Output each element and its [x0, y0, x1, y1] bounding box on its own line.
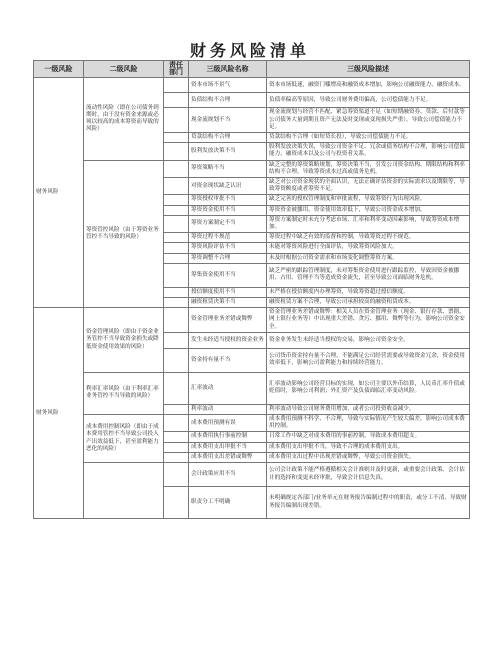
- table-row: [34, 308, 470, 333]
- dept-cell: [164, 372, 189, 404]
- risk-desc-cell: 现金流规划与经营不匹配、紧急筹资渠道不足（如短期融资券、贷款、后付款等公司债务大量到期且资产无法及时变现或变现损失严重），导致公司偿债能力不足。: [267, 108, 470, 133]
- risk-desc-cell: 筹资方案制定时未充分考虑市场、汇率和利率变动因素影响，导致筹资成本增加。: [267, 215, 470, 232]
- dept-cell: [164, 452, 189, 462]
- risk-desc-cell: 日常工作中缺乏对成本费用的事前控制，导致成本费用超支。: [267, 432, 470, 442]
- risk-desc-cell: 汇率波动影响公司经营目标的实现，如公司主要以外币结算，人民币汇率升值或贬值时，影响公司利润；外汇资产及负债面临汇率变动风险。: [267, 372, 470, 404]
- risk-name-cell: 股利发放决策不当: [189, 143, 267, 160]
- dept-cell: [164, 178, 189, 195]
- risk-desc-cell: 筹资资金被挪用、资金使用效率低下，导致公司资金成本增加。: [267, 205, 470, 215]
- dept-cell: [164, 404, 189, 414]
- risk-name-cell: 利率波动: [189, 404, 267, 414]
- risk-name-cell: 筹资调整不合理: [189, 253, 267, 263]
- dept-cell: [164, 93, 189, 108]
- risk-name-cell: 筹资策略不当: [189, 160, 267, 177]
- table-row: [34, 160, 470, 177]
- header-level2: 二级风险: [84, 61, 164, 78]
- dept-cell: [164, 253, 189, 263]
- risk-name-cell: 成本费用支出审批不当: [189, 442, 267, 452]
- risk-name-cell: 负债结构不合理: [189, 93, 267, 108]
- dept-cell: [164, 143, 189, 160]
- risk-name-cell: 成本费用预测有误: [189, 415, 267, 432]
- level2-cell: 流动性风险（即在公司债务到期时，由于没有资金来源或必须以较高的成本筹资而导致的风险）: [84, 78, 164, 160]
- level2-cell: 利率汇率风险（由于利率汇率业务管控不当导致的风险）: [84, 372, 164, 414]
- dept-cell: [164, 332, 189, 348]
- header-row: [34, 61, 470, 78]
- risk-desc-cell: 缺乏完整的筹资策略规划，筹资决策不当，引发公司资金结构、期限结构和利率结构不合理，导致筹资成本过高或债务危机。: [267, 160, 470, 177]
- table-row: [34, 463, 470, 487]
- risk-name-cell: 贷款结构不合理: [189, 133, 267, 143]
- table-row: [34, 78, 470, 93]
- dept-cell: [164, 133, 189, 143]
- risk-desc-cell: 未明确规定各部门/业务单元在财务报告编制过程中的职责，或分工不清，导致财务报告编制出现差错。: [267, 487, 470, 519]
- level1-cell: 财务风险: [34, 308, 84, 519]
- risk-desc-cell: 公司会计政策不能严格遵循相关会计准则并及时更新，或重要会计政策、会计估计的选择和变更未经审批，导致会计信息失真。: [267, 463, 470, 487]
- dept-cell: [164, 195, 189, 205]
- dept-cell: [164, 432, 189, 442]
- risk-desc-cell: 未能对筹资风险进行全面评估，导致筹资风险加大。: [267, 243, 470, 253]
- dept-cell: [164, 205, 189, 215]
- level2-cell: 筹资管控风险（由于筹资业务管控不当导致的风险）: [84, 160, 164, 308]
- risk-name-cell: 筹资过程不规范: [189, 233, 267, 243]
- level2-cell: 资金管理风险（即由于资金业务管控不当导致资金损失或降低资金使用效果的风险）: [84, 308, 164, 373]
- risk-name-cell: 资本市场不景气: [189, 78, 267, 93]
- risk-name-cell: 筹资资金使用不当: [189, 205, 267, 215]
- risk-name-cell: 成本费用支出差错或舞弊: [189, 452, 267, 462]
- dept-cell: [164, 160, 189, 177]
- risk-name-cell: 会计政策应用不当: [189, 463, 267, 487]
- dept-cell: [164, 215, 189, 232]
- risk-name-cell: 现金流规划不当: [189, 108, 267, 133]
- risk-name-cell: 资金持有量不当: [189, 348, 267, 372]
- level2-cell: 成本费用控制风险（即由于成本费用管控不当导致公司投入产出效益低下，甚至盈利能力恶化的风险）: [84, 415, 164, 463]
- dept-cell: [164, 78, 189, 93]
- page-title: 财务风险清单: [189, 41, 310, 60]
- dept-cell: [164, 308, 189, 333]
- dept-cell: [164, 287, 189, 297]
- table-row: [34, 415, 470, 432]
- risk-name-cell: 授信额度使用不当: [189, 287, 267, 297]
- level2-cell: [84, 463, 164, 519]
- risk-desc-cell: 资金管理业务差错或舞弊：相关人员在资金管理业务（现金、银行存款、票据、网上银行业务等）中出现重大差错、贪污、挪用、舞弊等行为，影响公司资金安全。: [267, 308, 470, 333]
- risk-name-cell: 筹集资金使用不当: [189, 263, 267, 287]
- risk-table: [33, 60, 470, 519]
- risk-desc-cell: 贷款结构不合理（如短贷长投），导致公司偿债能力不足。: [267, 133, 470, 143]
- risk-name-cell: 融资租赁决策不当: [189, 298, 267, 308]
- risk-desc-cell: 股利发放决策失误，导致公司资金不足、冗余或债务结构不合理，影响公司偿债能力、融资成本以及公司与投资者关系。: [267, 143, 470, 160]
- risk-name-cell: 职责分工不明确: [189, 487, 267, 519]
- dept-cell: [164, 487, 189, 519]
- risk-desc-cell: 成本费用支出过程中出现差错或舞弊，导致公司资金损失。: [267, 452, 470, 462]
- dept-cell: [164, 243, 189, 253]
- risk-desc-cell: 缺乏完善的授权管理制度和审批流程，导致筹资行为出现风险。: [267, 195, 470, 205]
- risk-name-cell: 对资金现状缺乏认识: [189, 178, 267, 195]
- dept-cell: [164, 263, 189, 287]
- dept-cell: [164, 463, 189, 487]
- dept-cell: [164, 348, 189, 372]
- header-level3-desc: 三级风险描述: [267, 61, 470, 78]
- risk-name-cell: 成本费用执行事前控制: [189, 432, 267, 442]
- risk-desc-cell: 利率波动导致公司财务费用增加，或者公司投资收益减少。: [267, 404, 470, 414]
- risk-desc-cell: 公司货币资金持有量不合理，不能满足公司经营需要或导致资金冗余，资金使用效率低下，影响公司盈利能力和持续经营能力。: [267, 348, 470, 372]
- risk-name-cell: 筹资方案制定不当: [189, 215, 267, 232]
- risk-desc-cell: 成本费用支出审批不当，导致不合理的成本费用支出。: [267, 442, 470, 452]
- header-dept: 责任部门: [164, 61, 189, 78]
- header-level3-name: 三级风险名称: [189, 61, 267, 78]
- risk-desc-cell: 未严格在授信额度内办理筹资，导致筹资超过授信额度。: [267, 287, 470, 297]
- risk-desc-cell: 缺乏对公司资金现状的全面认识，无法正确评估资金的实际需求以及期限等，导致筹资额度或者筹资不足。: [267, 178, 470, 195]
- dept-cell: [164, 233, 189, 243]
- level1-cell: 财务风险: [34, 78, 84, 308]
- header-level1: 一级风险: [34, 61, 84, 78]
- risk-name-cell: 筹资风险评估不当: [189, 243, 267, 253]
- risk-desc-cell: 融资租赁方案不合理，导致公司承担较高的融资租赁成本。: [267, 298, 470, 308]
- risk-desc-cell: 成本费用预测不科学、不合理，导致与实际情况产生较大偏差，影响公司成本费用控制。: [267, 415, 470, 432]
- dept-cell: [164, 108, 189, 133]
- dept-cell: [164, 442, 189, 452]
- risk-name-cell: 筹资授权审批不当: [189, 195, 267, 205]
- risk-name-cell: 汇率波动: [189, 372, 267, 404]
- risk-desc-cell: 负债率偏高等原因，导致公司财务费用偏高，公司偿债能力不足。: [267, 93, 470, 108]
- risk-desc-cell: 资金业务发生未经适当授权的交易，影响公司资金安全。: [267, 332, 470, 348]
- dept-cell: [164, 415, 189, 432]
- table-row: [34, 372, 470, 404]
- risk-desc-cell: 缺乏严密的跟踪管理制度，未对筹集资金使用进行跟踪监控，导致因资金被挪用、占用、管理不当等造成资金流失，甚至导致公司面临财务危机。: [267, 263, 470, 287]
- dept-cell: [164, 298, 189, 308]
- risk-name-cell: 资金管理业务差错或舞弊: [189, 308, 267, 333]
- risk-desc-cell: 资本市场低迷，融资门槛增高和融资成本增加，影响公司融资能力、融资成本。: [267, 78, 470, 93]
- risk-name-cell: 发生未经适当授权的资金业务: [189, 332, 267, 348]
- risk-desc-cell: 筹资过程中缺乏有效的监督和控制，导致筹资过程不规范。: [267, 233, 470, 243]
- risk-desc-cell: 未及时根据公司资金需求和市场变化调整筹资方案。: [267, 253, 470, 263]
